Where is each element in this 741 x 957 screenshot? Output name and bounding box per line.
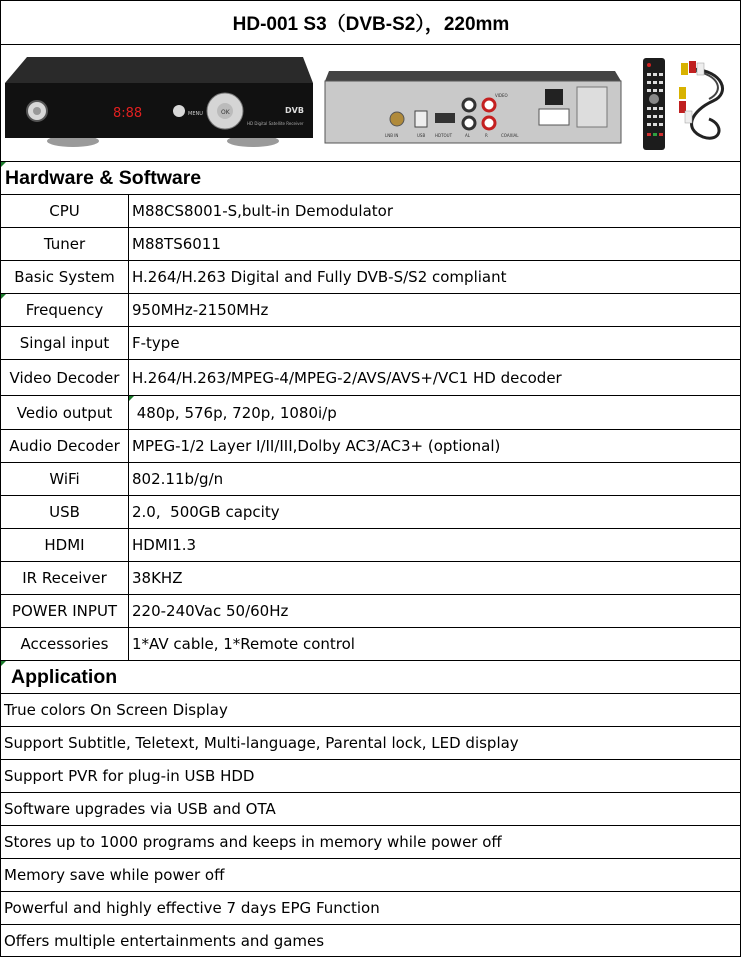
spec-label: Singal input (1, 327, 129, 359)
spec-value: 950MHz-2150MHz (132, 301, 269, 319)
spec-value-text: 480p, 576p, 720p, 1080i/p (132, 403, 337, 422)
spec-label: Vedio output (1, 396, 129, 429)
spec-label: HDMI (1, 529, 129, 561)
spec-value: F-type (132, 334, 180, 352)
front-brand: DVB (285, 106, 304, 115)
spec-value (129, 396, 741, 429)
av-cable-image (673, 59, 737, 151)
page-title: HD-001 S3（DVB-S2），220mm (1, 0, 741, 45)
spec-label: Basic System (1, 261, 129, 293)
spec-label: CPU (1, 195, 129, 227)
spec-value: 1*AV cable, 1*Remote control (132, 635, 355, 653)
application-item: Software upgrades via USB and OTA (1, 793, 741, 826)
spec-row-tuner (1, 228, 741, 261)
spec-row-wifi (1, 463, 741, 496)
spec-label: USB (1, 496, 129, 528)
application-heading: Application (11, 665, 118, 688)
front-display: 8:88 (113, 106, 143, 121)
spec-row-video-decoder (1, 360, 741, 396)
spec-value: H.264/H.263 Digital and Fully DVB-S/S2 compliant (132, 268, 507, 286)
application-item: Stores up to 1000 programs and keeps in memory while power off (1, 826, 741, 859)
hardware-heading: Hardware & Software (5, 166, 202, 189)
spec-row-ir-receiver (1, 562, 741, 595)
application-item: Memory save while power off (1, 859, 741, 892)
corner-marker (1, 661, 6, 666)
spec-label: Accessories (1, 628, 129, 660)
corner-marker (129, 396, 134, 401)
back-port-coaxial: COAXIAL (501, 133, 519, 138)
application-item: Support PVR for plug-in USB HDD (1, 760, 741, 793)
back-port-video: VIDEO (495, 93, 508, 98)
application-item: Offers multiple entertainments and games (1, 925, 741, 957)
spec-row-audio-decoder (1, 430, 741, 463)
spec-row-video-output (1, 396, 741, 430)
back-port-al: AL (465, 133, 470, 138)
spec-label: Audio Decoder (1, 430, 129, 462)
spec-row-power-input (1, 595, 741, 628)
receiver-back-image (323, 67, 623, 147)
spec-label: POWER INPUT (1, 595, 129, 627)
spec-row-usb (1, 496, 741, 529)
spec-value: 802.11b/g/n (132, 470, 224, 488)
spec-value: M88CS8001-S,bult-in Demodulator (132, 202, 394, 220)
spec-label: Video Decoder (1, 360, 129, 395)
remote-control-image (641, 57, 669, 153)
spec-value: 2.0, 500GB capcity (132, 503, 280, 521)
receiver-front-image (3, 55, 315, 155)
spec-label: IR Receiver (1, 562, 129, 594)
product-photos (1, 45, 741, 162)
front-caption: HD Digital Satellite Receiver (247, 121, 304, 126)
spec-value: MPEG-1/2 Layer I/II/III,Dolby AC3/AC3+ (optional) (132, 437, 501, 455)
back-port-usb: USB (417, 133, 426, 138)
spec-row-accessories (1, 628, 741, 661)
spec-row-hdmi (1, 529, 741, 562)
spec-value: 38KHZ (132, 569, 183, 587)
spec-value: M88TS6011 (132, 235, 221, 253)
spec-label: Frequency (1, 294, 129, 326)
application-item: True colors On Screen Display (1, 694, 741, 727)
back-port-r: R (485, 133, 488, 138)
application-section-heading (1, 661, 741, 694)
spec-row-frequency (1, 294, 741, 327)
spec-row-basic-system (1, 261, 741, 294)
front-ok-label: OK (221, 109, 230, 116)
spec-value: HDMI1.3 (132, 536, 197, 554)
corner-marker (1, 162, 6, 167)
spec-row-cpu (1, 195, 741, 228)
application-item: Support Subtitle, Teletext, Multi-language, Parental lock, LED display (1, 727, 741, 760)
back-port-hdmi: HDTOUT (435, 133, 453, 138)
spec-value: 220-240Vac 50/60Hz (132, 602, 289, 620)
spec-value: H.264/H.263/MPEG-4/MPEG-2/AVS/AVS+/VC1 HD decoder (132, 368, 562, 387)
application-item: Powerful and highly effective 7 days EPG Function (1, 892, 741, 925)
corner-marker (1, 294, 6, 299)
hardware-section-heading (1, 162, 741, 195)
spec-row-signal-input (1, 327, 741, 360)
front-menu-label: MENU (188, 111, 203, 117)
spec-label: Tuner (1, 228, 129, 260)
spec-label: WiFi (1, 463, 129, 495)
back-port-lnb: LNB IN (385, 133, 399, 138)
